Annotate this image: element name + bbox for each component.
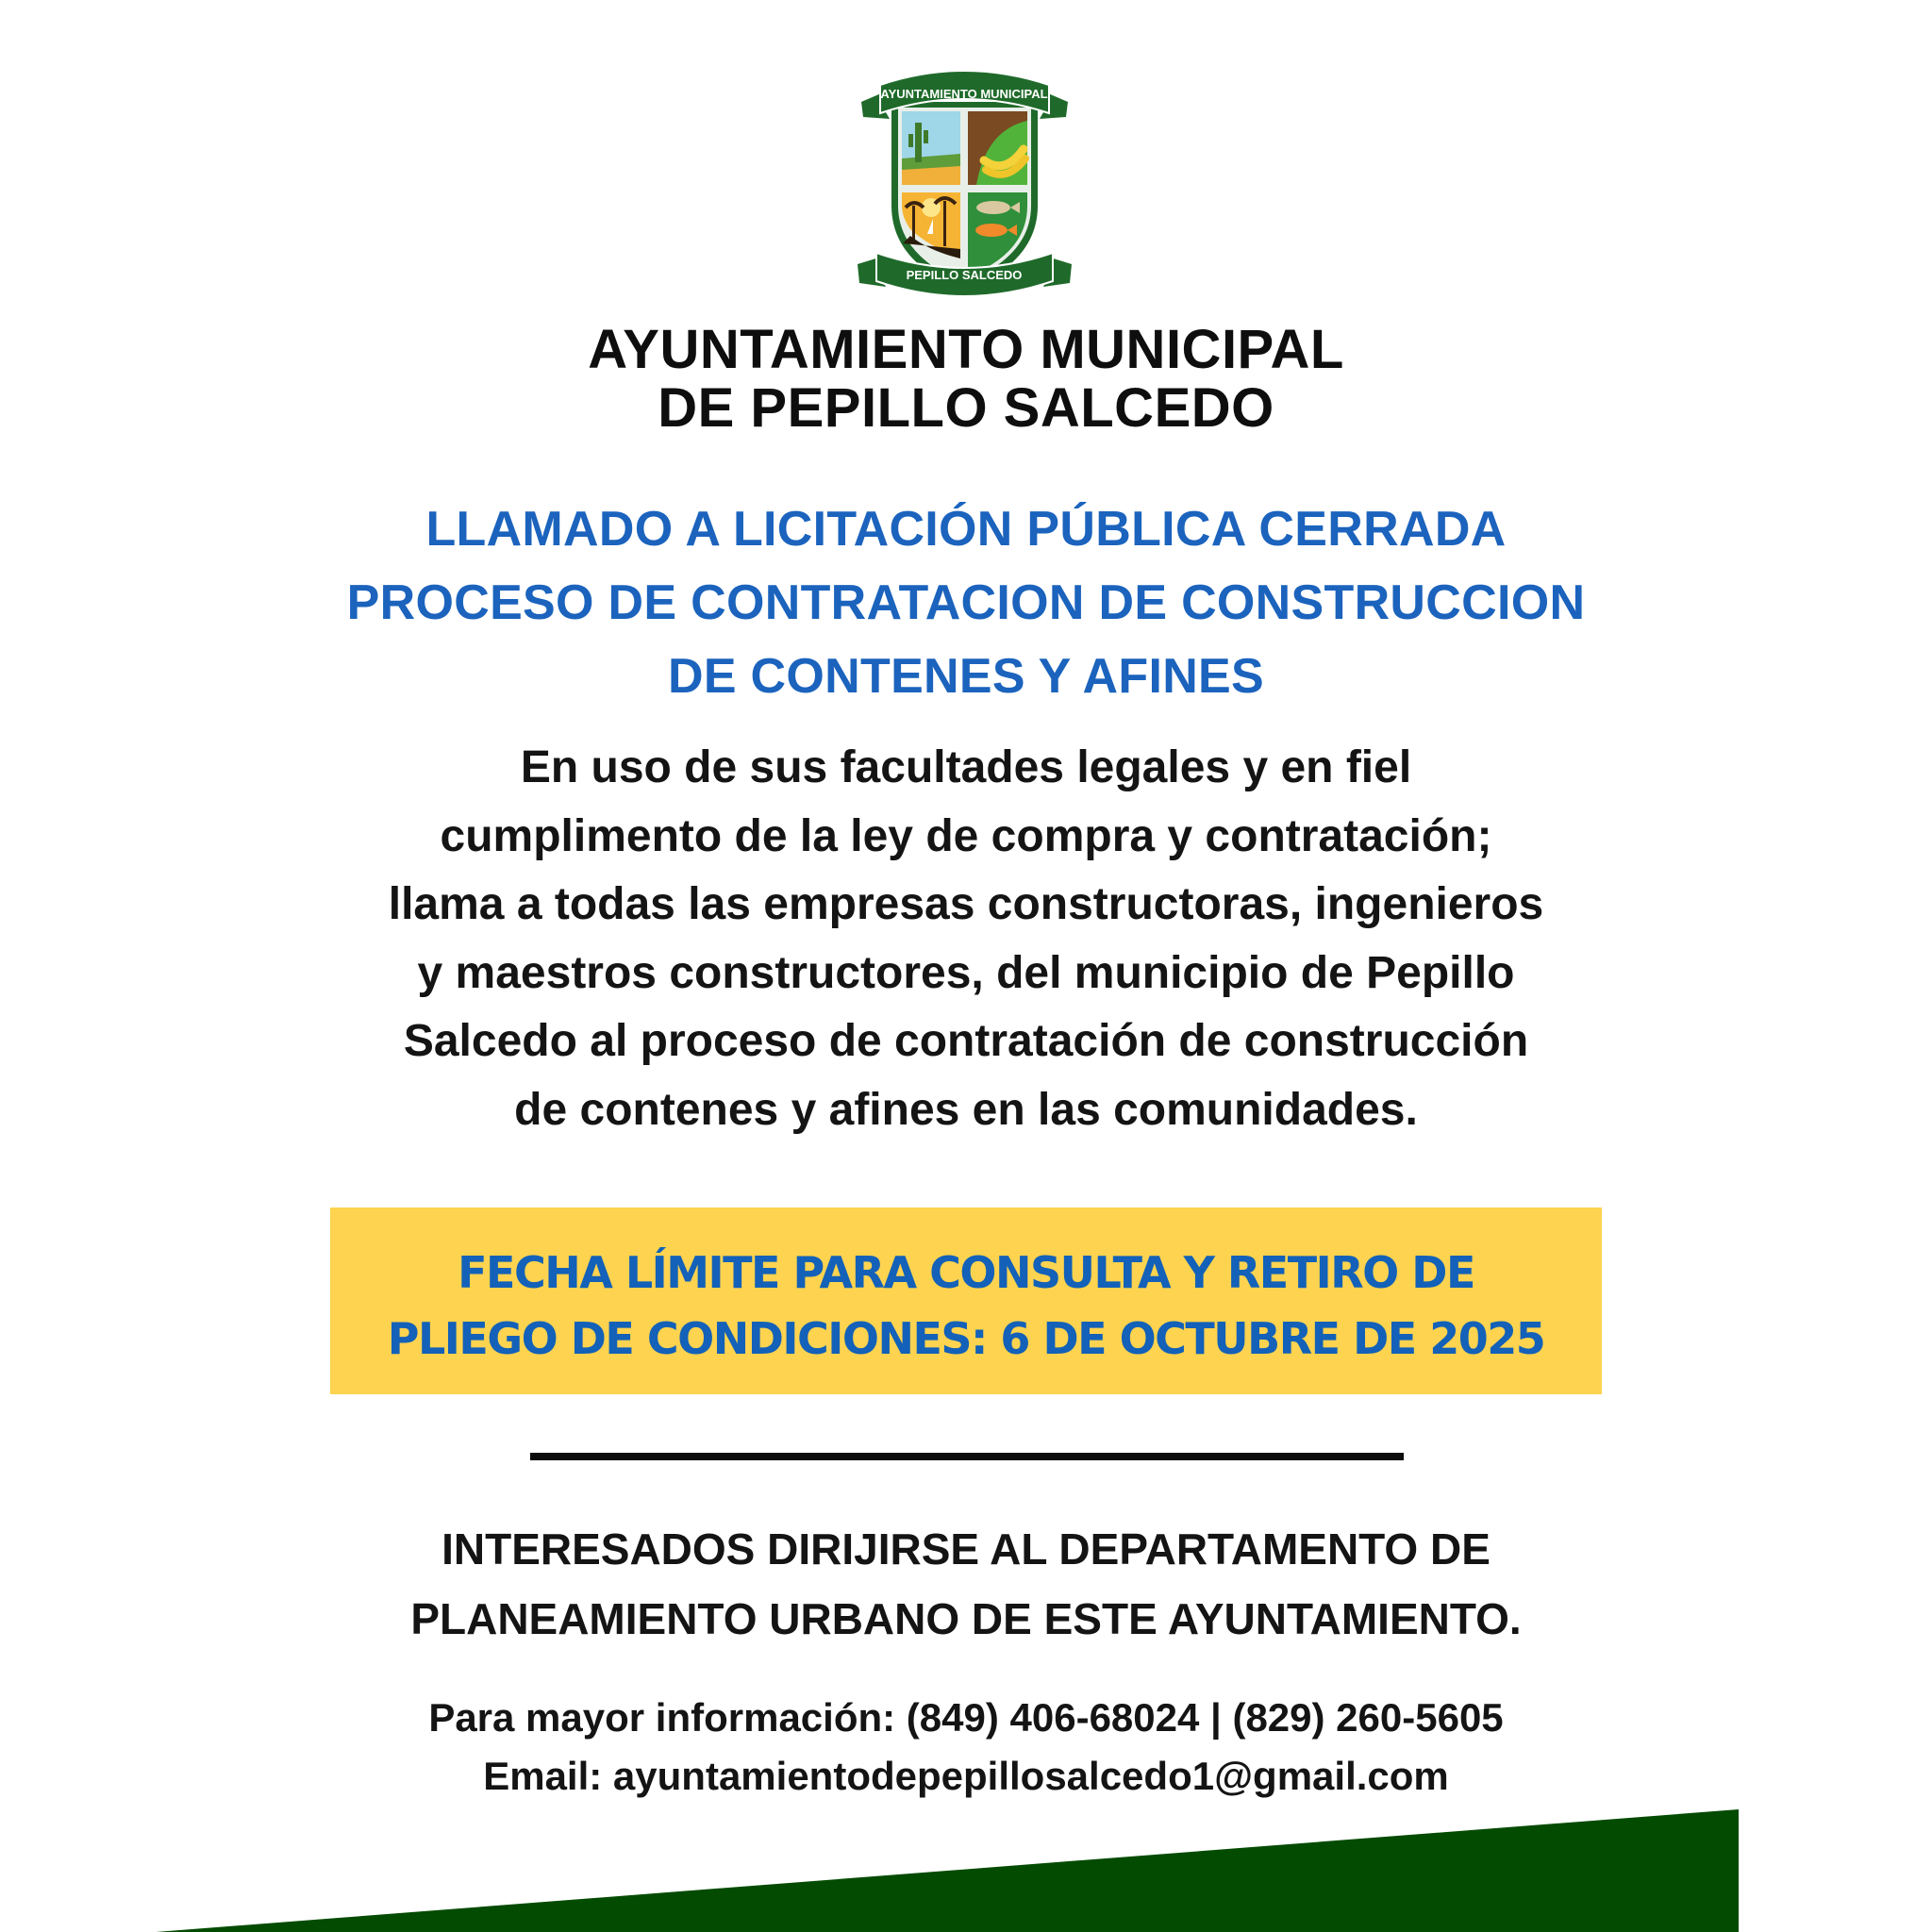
directions-line-1: INTERESADOS DIRIJIRSE AL DEPARTAMENTO DE: [441, 1524, 1491, 1574]
tender-call-line-3: DE CONTENES Y AFINES: [667, 649, 1265, 704]
directions-line-2: PLANEAMIENTO URBANO DE ESTE AYUNTAMIENTO.: [410, 1594, 1522, 1643]
contact-email: Email: ayuntamientodepepillosalcedo1@gmail.com: [483, 1754, 1449, 1798]
tender-call-heading: [0, 492, 1932, 713]
crest-top-banner-text: AYUNTAMIENTO MUNICIPAL: [880, 87, 1048, 101]
organization-title-line-2: DE PEPILLO SALCEDO: [658, 377, 1274, 439]
body-line: de contenes y afines en las comunidades.: [514, 1084, 1418, 1135]
deadline-line-2: PLIEGO DE CONDICIONES: 6 DE OCTUBRE DE 2025: [387, 1313, 1545, 1364]
deadline-text: [330, 1240, 1602, 1372]
deadline-line-1: FECHA LÍMITE PARA CONSULTA Y RETIRO DE: [458, 1247, 1474, 1298]
section-divider: [530, 1453, 1404, 1460]
tender-call-line-1: LLAMADO A LICITACIÓN PÚBLICA CERRADA: [425, 502, 1507, 557]
organization-title-line-1: AYUNTAMIENTO MUNICIPAL: [588, 319, 1344, 380]
body-line: En uso de sus facultades legales y en fiel: [520, 742, 1412, 792]
directions-notice: [0, 1514, 1932, 1654]
contact-phones: Para mayor información: (849) 406-68024 | (829) 260-5605: [428, 1695, 1504, 1740]
contact-info: [0, 1689, 1932, 1806]
body-line: llama a todas las empresas constructoras, ingenieros: [388, 879, 1544, 929]
announcement-body: [0, 734, 1932, 1144]
body-line: y maestros constructores, del municipio de Pepillo: [417, 947, 1515, 998]
deadline-banner: [330, 1208, 1602, 1394]
crest-bottom-banner-text: PEPILLO SALCEDO: [906, 268, 1023, 282]
municipal-crest-logo: [854, 64, 1075, 300]
body-line: cumplimento de la ley de compra y contratación;: [440, 810, 1492, 861]
organization-title: [0, 321, 1932, 438]
tender-call-line-2: PROCESO DE CONTRATACION DE CONSTRUCCION: [346, 575, 1586, 630]
body-line: Salcedo al proceso de contratación de construcción: [403, 1016, 1529, 1066]
